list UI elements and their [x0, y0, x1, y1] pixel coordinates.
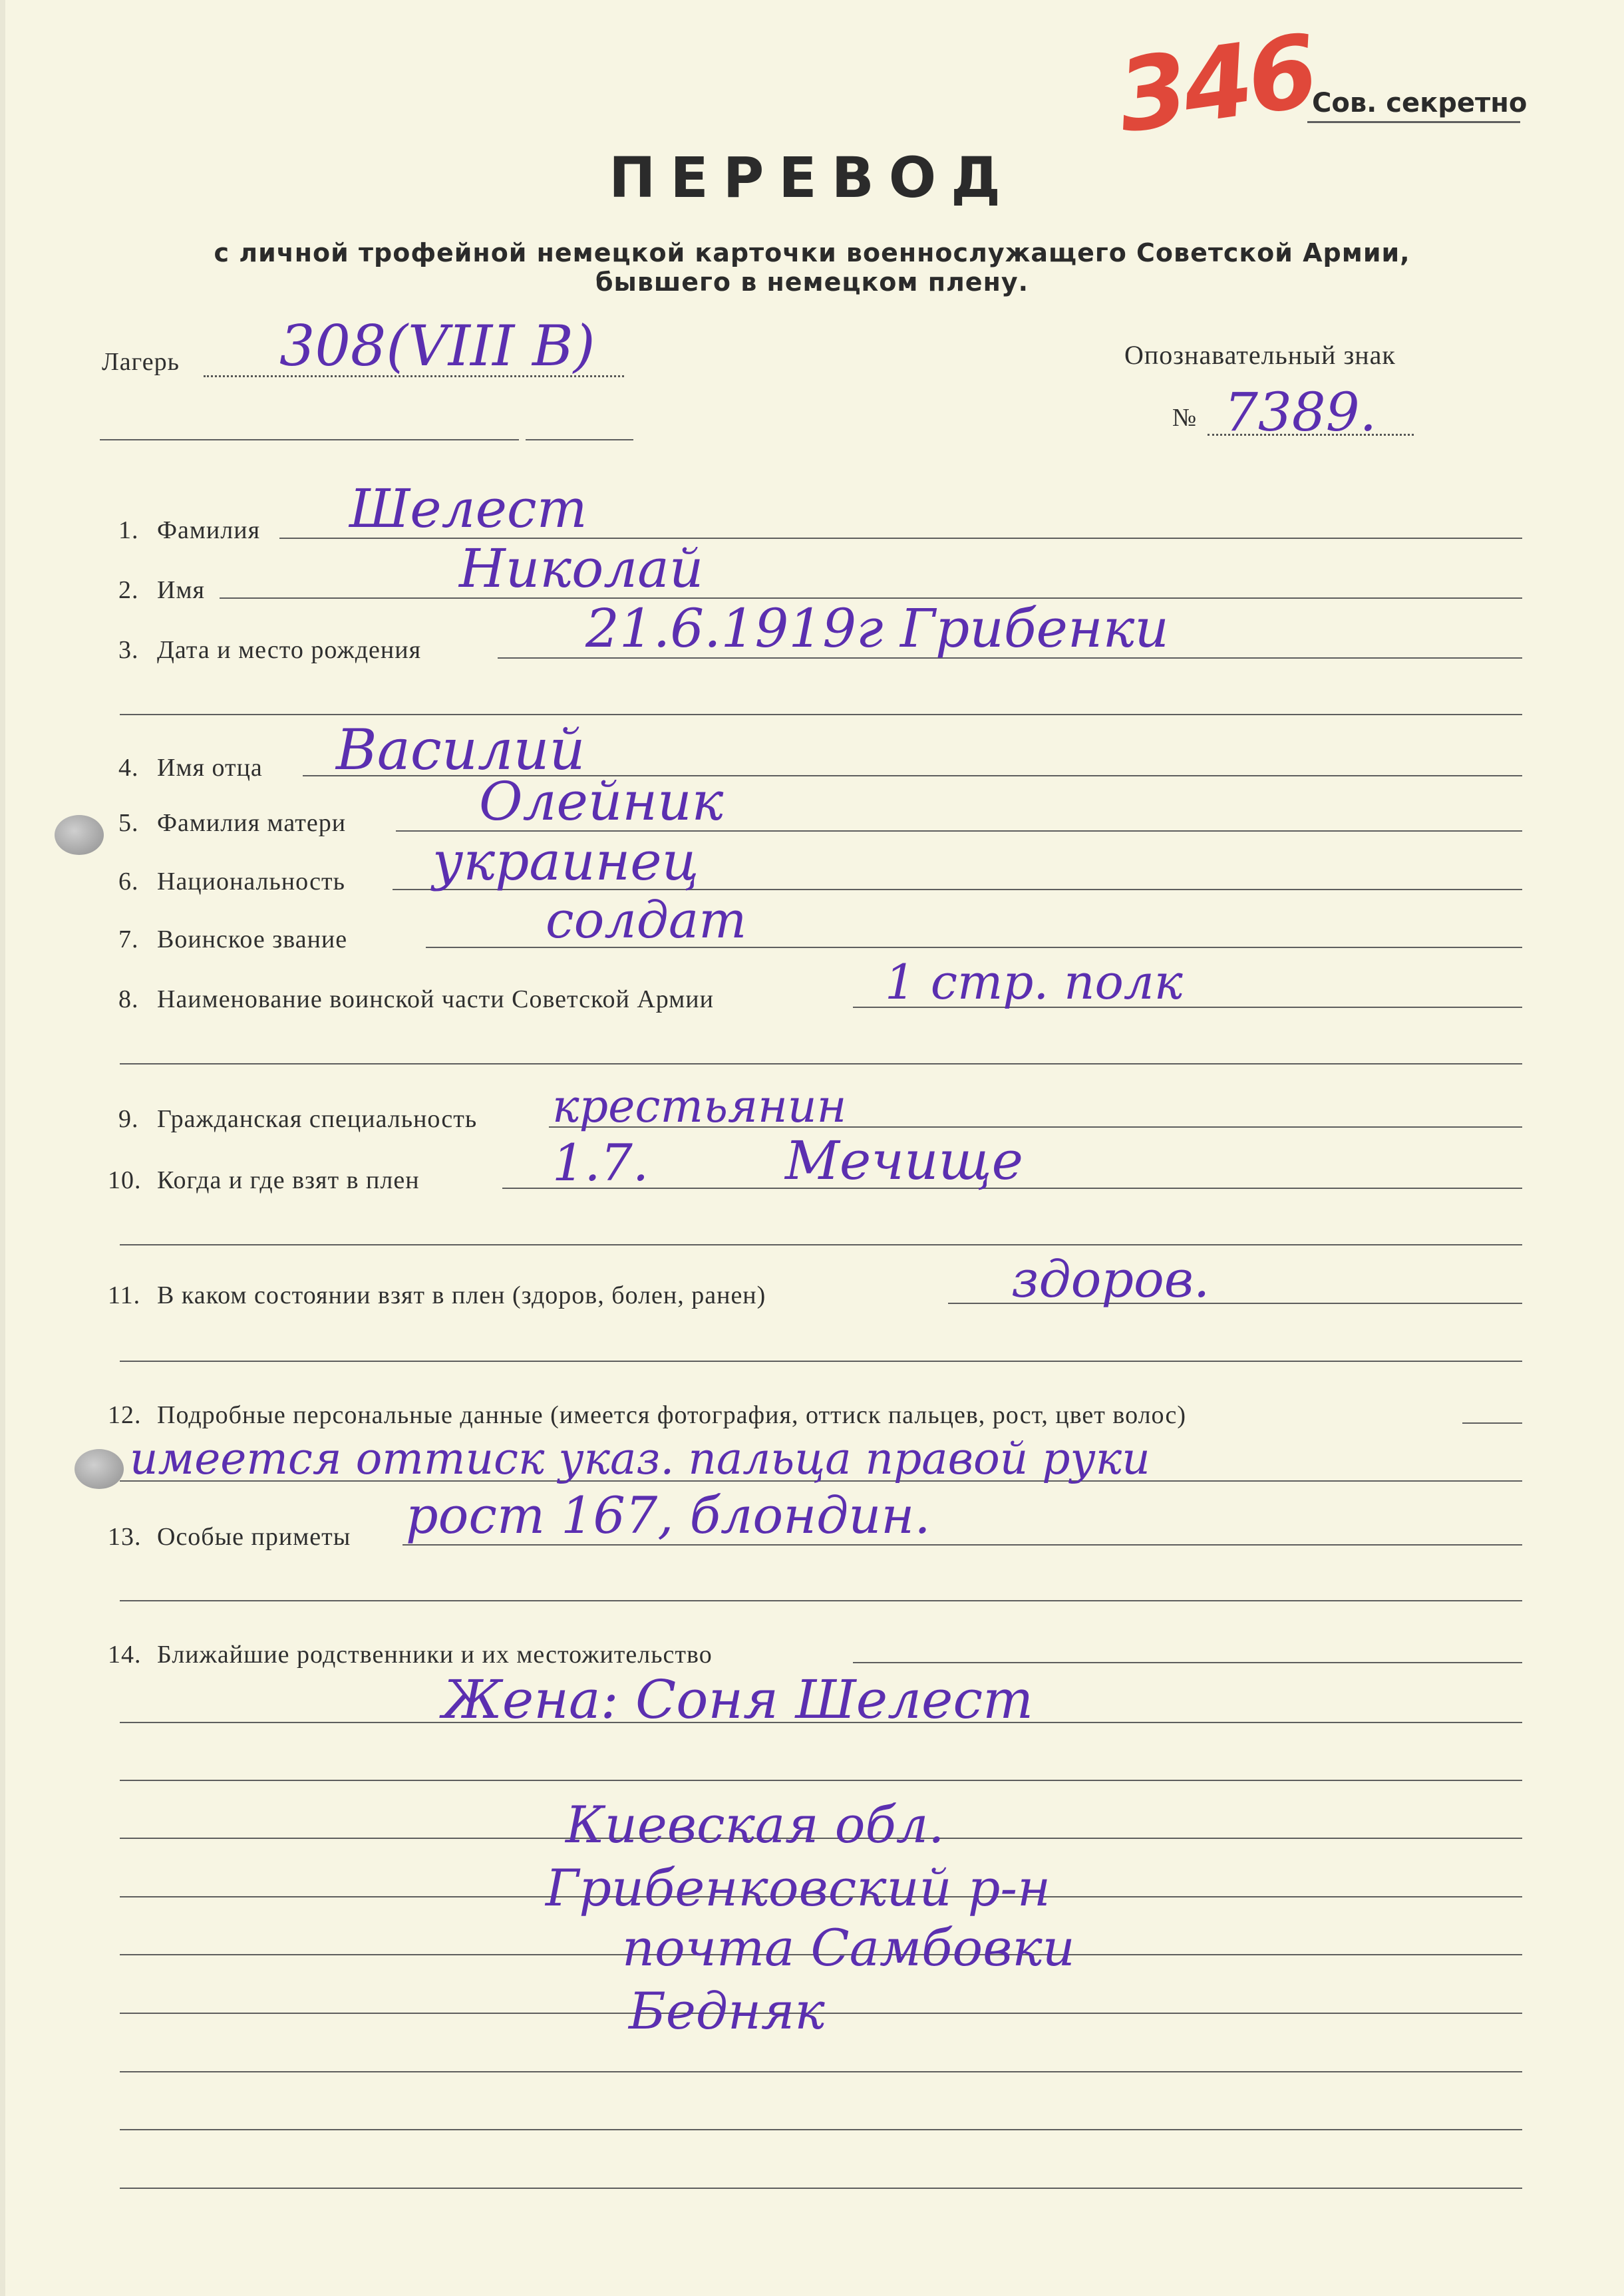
field-11-line-2 [120, 1361, 1522, 1362]
field-2-label: Имя [157, 576, 205, 604]
field-13-number: 13. [108, 1523, 142, 1551]
field-13-label: Особые приметы [157, 1523, 351, 1551]
field-1-value: Шелест [349, 478, 587, 540]
field-5-number: 5. [118, 809, 139, 837]
field-7-number: 7. [118, 925, 139, 953]
field-9-label: Гражданская специальность [157, 1105, 478, 1133]
address-line-2: Грибенковский р-н [546, 1858, 1051, 1917]
classification-label: Сов. секретно [1312, 88, 1528, 118]
field-3-value: 21.6.1919г Грибенки [585, 597, 1169, 659]
handwritten-stamp-number: 346 [1110, 13, 1321, 156]
field-8-number: 8. [118, 985, 139, 1013]
blank-line-6 [120, 2071, 1522, 2072]
field-11-label: В каком состоянии взят в плен (здоров, болен, ранен) [157, 1281, 766, 1309]
field-13-value: рост 167, блондин. [406, 1486, 931, 1545]
field-1-number: 1. [118, 516, 139, 544]
page-edge [0, 0, 5, 2296]
field-10-value-place: Мечище [785, 1130, 1023, 1192]
id-number-sign: № [1172, 404, 1198, 432]
field-10-value-date: 1.7. [552, 1133, 649, 1192]
field-1-label: Фамилия [157, 516, 261, 544]
page-title: ПЕРЕВОД [609, 145, 1015, 210]
field-9-value: крестьянин [552, 1080, 847, 1133]
camp-label: Лагерь [102, 348, 180, 376]
field-13-line-2 [120, 1600, 1522, 1601]
id-tag-value: 7389. [1224, 381, 1377, 443]
field-10-line-2 [120, 1244, 1522, 1245]
id-tag-label: Опознавательный знак [1124, 340, 1396, 370]
blank-line-7 [120, 2129, 1522, 2130]
punch-hole-bottom [75, 1449, 124, 1489]
field-6-number: 6. [118, 868, 139, 896]
field-11-value: здоров. [1011, 1249, 1210, 1309]
field-3-label: Дата и место рождения [157, 636, 422, 664]
field-3-line-2 [120, 714, 1522, 715]
field-8-line-2 [120, 1063, 1522, 1065]
field-2-number: 2. [118, 576, 139, 604]
subtitle-line-1: с личной трофейной немецкой карточки военнослужащего Советской Армии, [214, 238, 1410, 267]
field-6-value: украинец [432, 830, 699, 892]
field-14-number: 14. [108, 1641, 142, 1669]
punch-hole-top [55, 815, 104, 855]
subtitle-line-2: бывшего в немецком плену. [595, 267, 1029, 297]
address-line-4: Бедняк [629, 1981, 825, 2041]
field-10-label: Когда и где взят в плен [157, 1166, 420, 1194]
field-12-value: имеется оттиск указ. пальца правой руки [130, 1433, 1150, 1484]
field-6-label: Национальность [157, 868, 345, 896]
field-14-label: Ближайшие родственники и их местожительство [157, 1641, 713, 1669]
classification-underline [1307, 121, 1520, 123]
camp-line-2b [526, 439, 633, 440]
field-4-number: 4. [118, 754, 139, 782]
field-12-line [1462, 1422, 1522, 1424]
field-10-number: 10. [108, 1166, 142, 1194]
field-8-label: Наименование воинской части Советской Армии [157, 985, 714, 1013]
field-2-value: Николай [459, 538, 704, 599]
field-4-label: Имя отца [157, 754, 263, 782]
field-7-label: Воинское звание [157, 925, 348, 953]
field-12-label: Подробные персональные данные (имеется фотография, оттиск пальцев, рост, цвет волос) [157, 1401, 1186, 1429]
field-14-line [853, 1662, 1522, 1663]
field-5-label: Фамилия матери [157, 809, 347, 837]
address-line-3: почта Самбовки [622, 1918, 1075, 1977]
camp-value: 308(VIII B) [279, 313, 595, 379]
field-9-number: 9. [118, 1105, 139, 1133]
blank-line-1 [120, 1780, 1522, 1781]
field-8-value: 1 стр. полк [885, 954, 1183, 1010]
field-14-value: Жена: Соня Шелест [442, 1669, 1034, 1730]
field-5-value: Олейник [479, 770, 724, 832]
field-11-number: 11. [108, 1281, 141, 1309]
camp-line-2a [100, 439, 519, 440]
field-4-value: Василий [336, 717, 585, 782]
blank-line-8 [120, 2188, 1522, 2189]
address-line-1: Киевская обл. [566, 1795, 945, 1854]
field-7-value: солдат [546, 890, 747, 949]
field-12-number: 12. [108, 1401, 142, 1429]
field-3-number: 3. [118, 636, 139, 664]
